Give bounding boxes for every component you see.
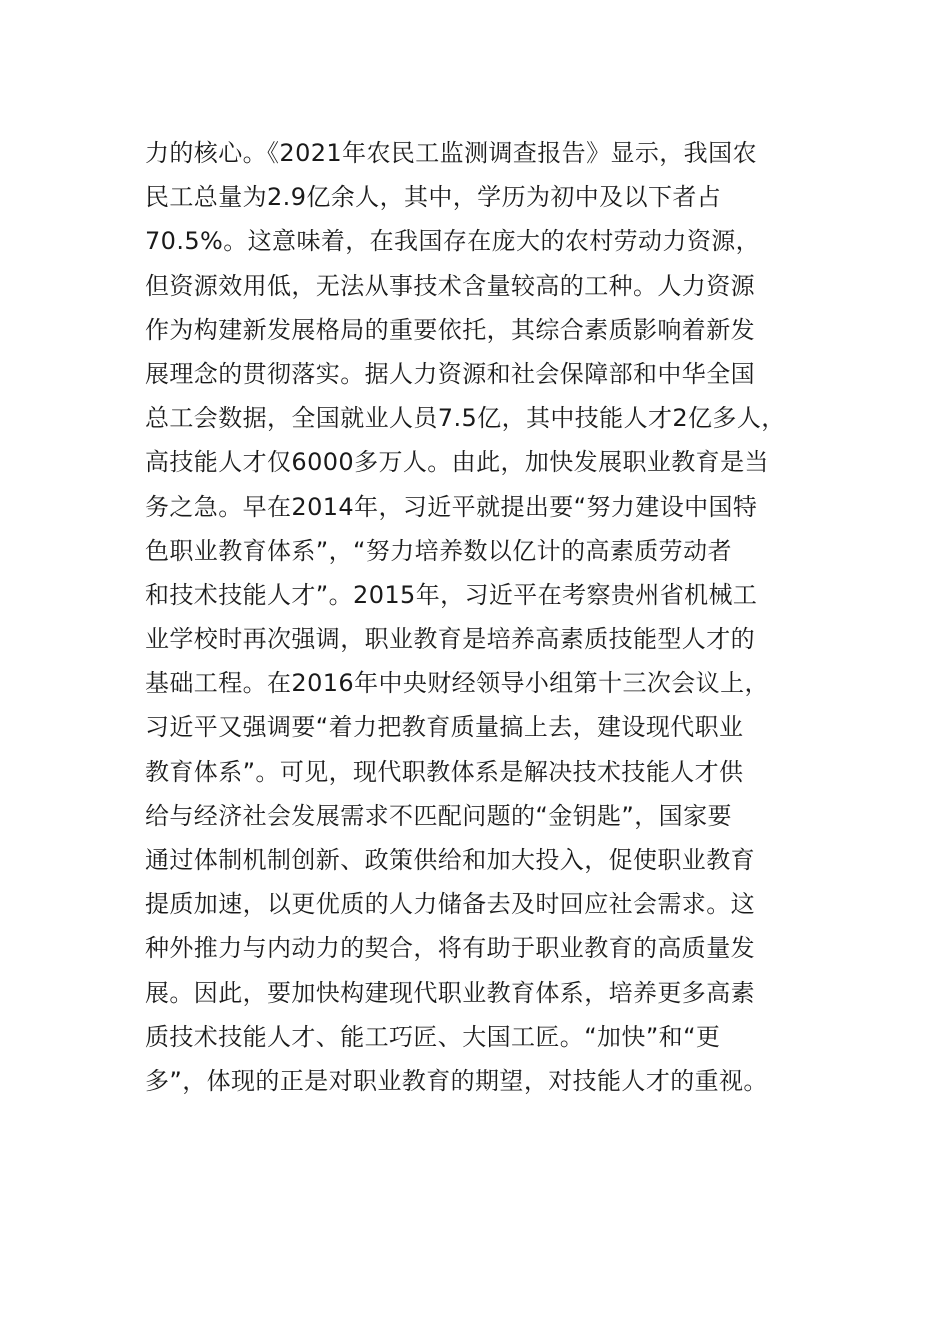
text-line-1: 力的核心。《2021年农民工监测调查报告》显示，我国农 bbox=[145, 139, 757, 167]
text-line-20: 展。因此，要加快构建现代职业教育体系，培养更多高素 bbox=[145, 978, 755, 1007]
text-line-17: 通过体制机制创新、政策供给和加大投入，促使职业教育 bbox=[145, 846, 755, 874]
text-line-12: 业学校时再次强调，职业教育是培养高素质技能型人才的 bbox=[145, 625, 755, 654]
text-line-18: 提质加速，以更优质的人力储备去及时回应社会需求。这 bbox=[145, 890, 755, 919]
text-line-4: 但资源效用低，无法从事技术含量较高的工种。人力资源 bbox=[145, 271, 755, 300]
text-line-15: 教育体系”。可见，现代职教体系是解决技术技能人才供 bbox=[145, 757, 744, 786]
text-line-22: 多”，体现的正是对职业教育的期望，对技能人才的重视。 bbox=[145, 1066, 768, 1095]
text-line-5: 作为构建新发展格局的重要依托，其综合素质影响着新发 bbox=[145, 315, 755, 344]
text-line-2: 民工总量为2.9亿余人，其中，学历为初中及以下者占 bbox=[145, 183, 722, 212]
text-line-14: 习近平又强调要“着力把教育质量搞上去，建设现代职业 bbox=[145, 713, 744, 742]
text-line-10: 色职业教育体系”，“努力培养数以亿计的高素质劳动者 bbox=[145, 536, 732, 565]
text-line-3: 70.5%。这意味着，在我国存在庞大的农村劳动力资源， bbox=[145, 227, 761, 256]
document-body bbox=[145, 131, 845, 1103]
text-line-13: 基础工程。在2016年中央财经领导小组第十三次会议上， bbox=[145, 669, 769, 698]
text-line-11: 和技术技能人才”。2015年，习近平在考察贵州省机械工 bbox=[145, 580, 758, 609]
text-line-8: 高技能人才仅6000多万人。由此，加快发展职业教育是当 bbox=[145, 448, 769, 477]
text-line-16: 给与经济社会发展需求不匹配问题的“金钥匙”，国家要 bbox=[145, 801, 732, 830]
text-line-19: 种外推力与内动力的契合，将有助于职业教育的高质量发 bbox=[145, 934, 755, 963]
text-line-21: 质技术技能人才、能工巧匠、大国工匠。“加快”和“更 bbox=[145, 1022, 721, 1051]
text-line-7: 总工会数据，全国就业人员7.5亿，其中技能人才2亿多人， bbox=[145, 404, 786, 433]
text-line-9: 务之急。早在2014年，习近平就提出要“努力建设中国特 bbox=[145, 492, 758, 521]
text-line-6: 展理念的贯彻落实。据人力资源和社会保障部和中华全国 bbox=[145, 359, 755, 388]
